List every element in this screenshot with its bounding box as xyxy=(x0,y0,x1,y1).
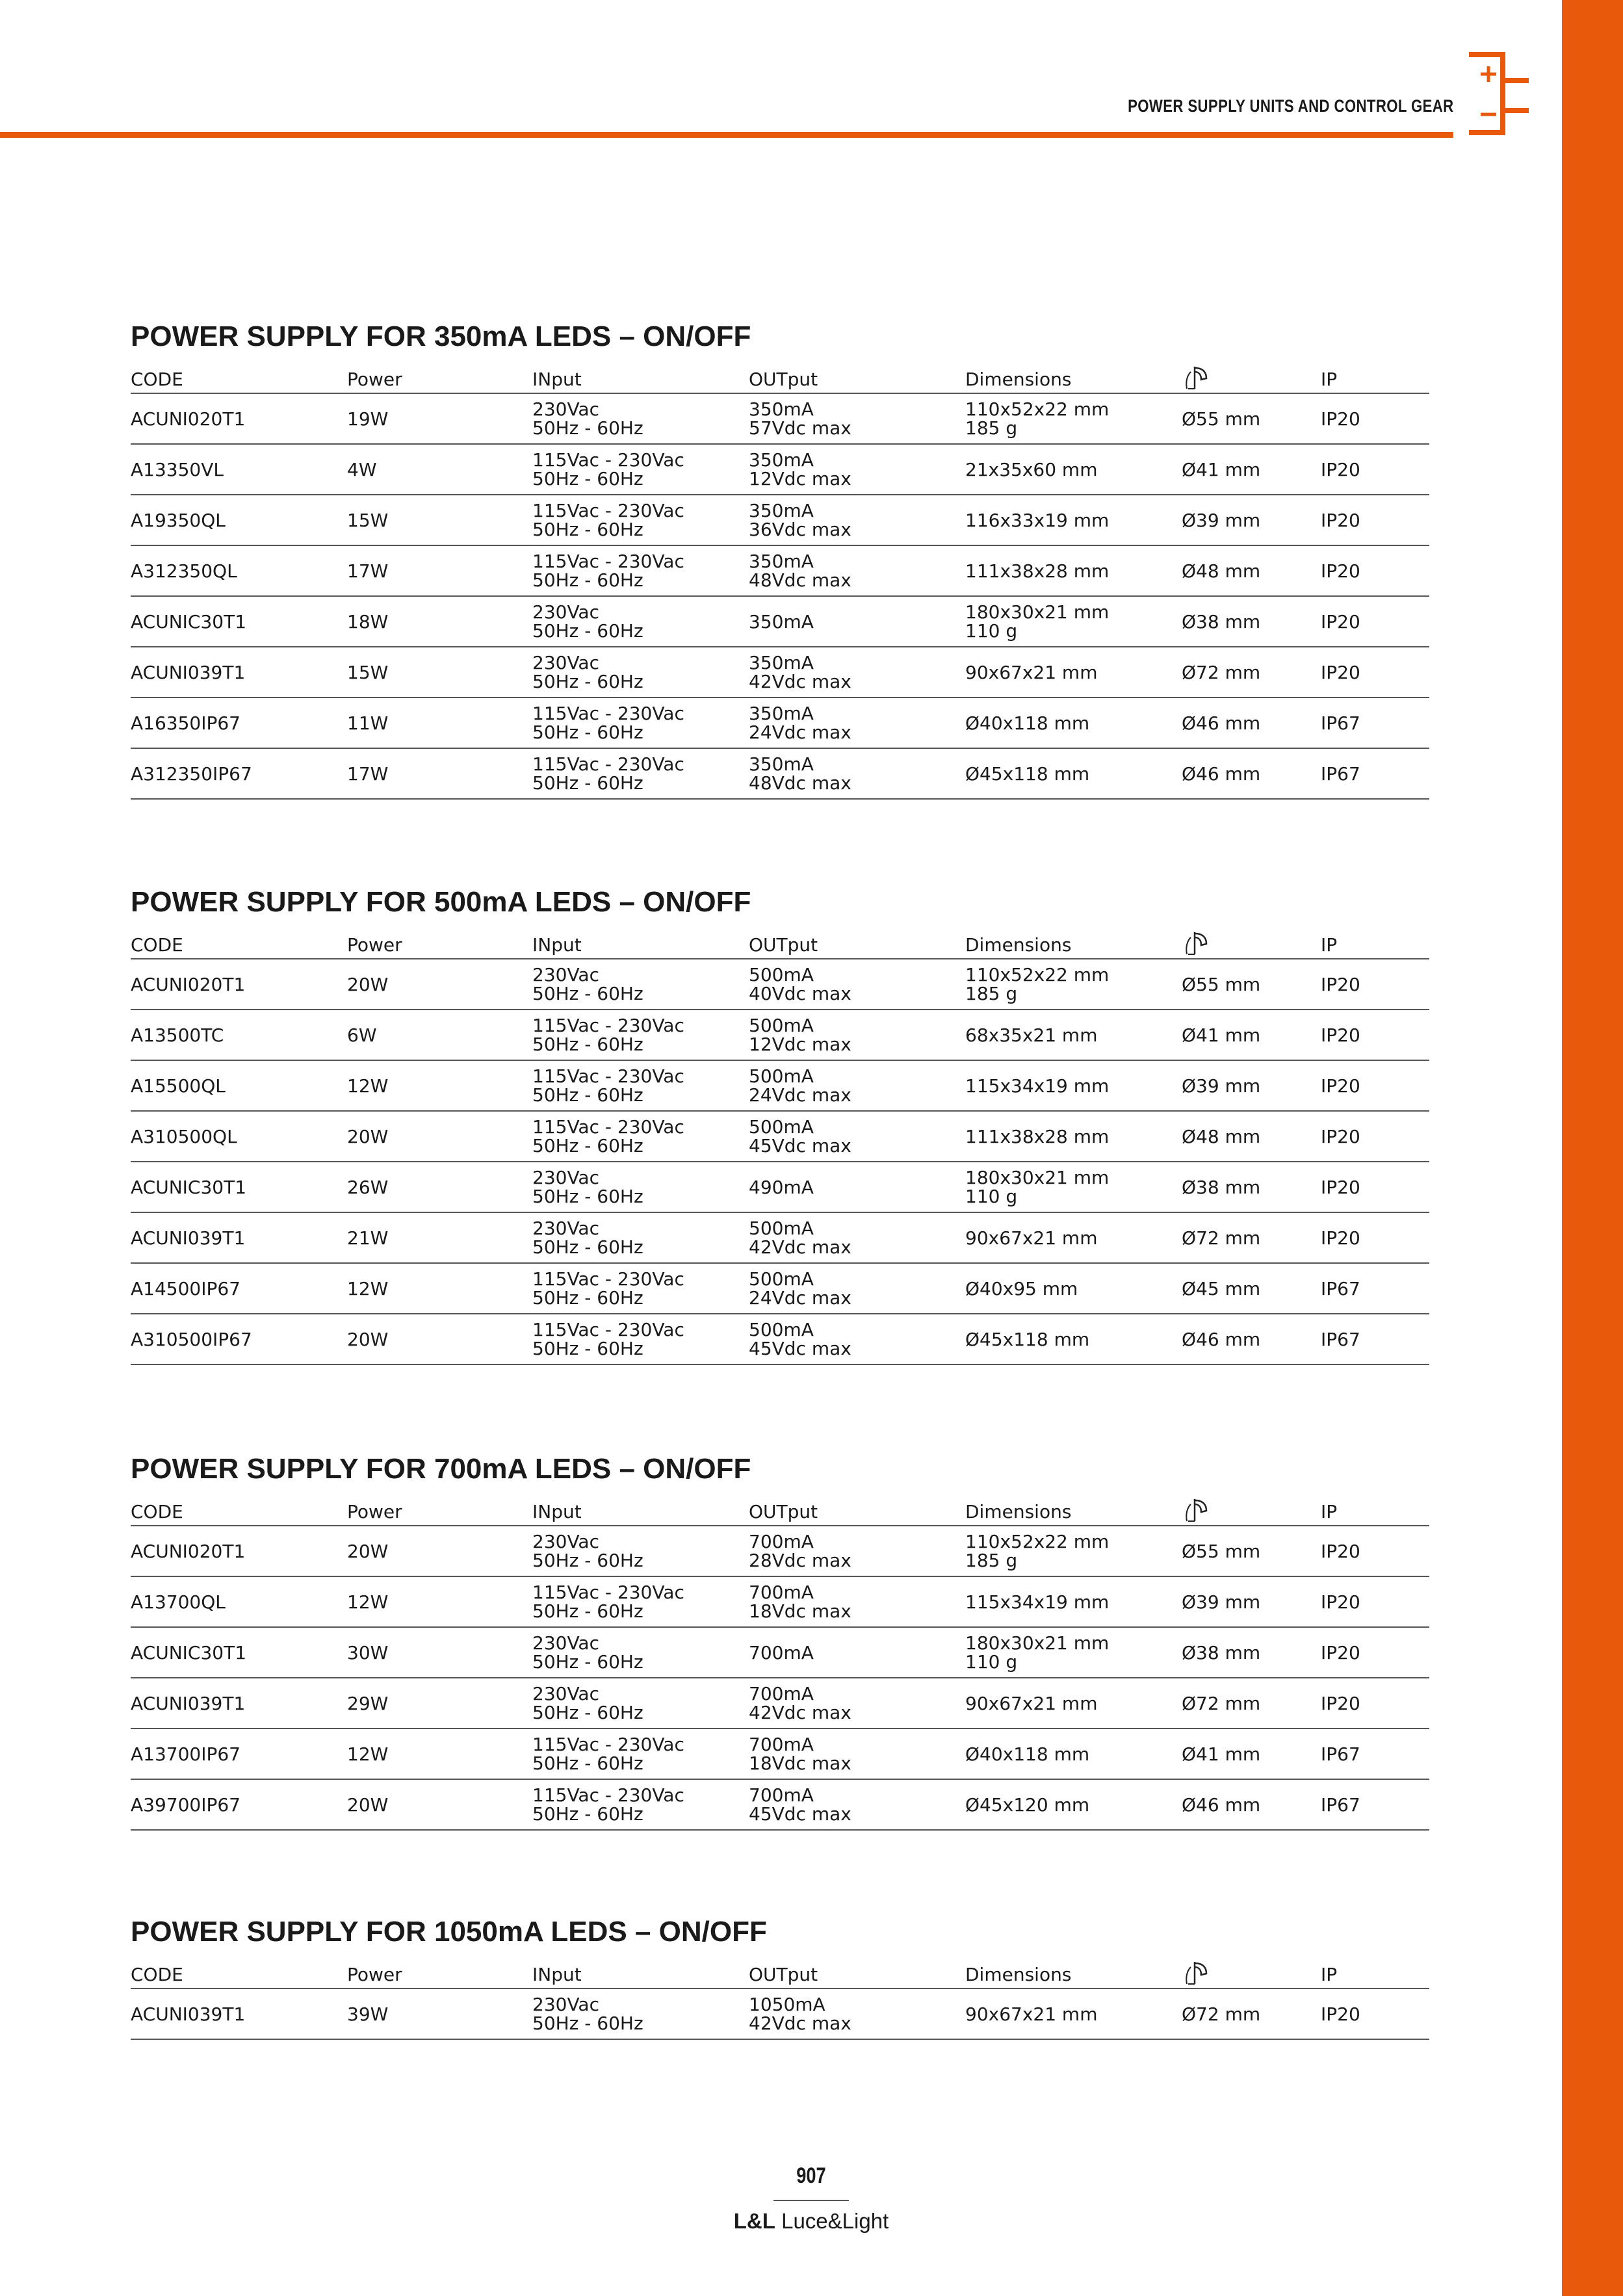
cell-dimensions: Ø40x95 mm xyxy=(965,1263,1182,1314)
table-row xyxy=(131,1526,1429,1576)
cell-output: 490mA xyxy=(749,1162,965,1212)
cell-ip: IP20 xyxy=(1321,1627,1429,1678)
cell-dimensions: 90x67x21 mm xyxy=(965,647,1182,698)
cell-power: 12W xyxy=(347,1729,532,1779)
spec-table xyxy=(131,360,1429,800)
cell-dimensions: 110x52x22 mm 185 g xyxy=(965,393,1182,444)
cell-power: 20W xyxy=(347,1779,532,1830)
cell-input: 230Vac 50Hz - 60Hz xyxy=(532,959,749,1010)
section-title: POWER SUPPLY FOR 350mA LEDS – ON/OFF xyxy=(131,320,751,352)
cell-diameter: Ø55 mm xyxy=(1182,1526,1321,1576)
cell-input: 115Vac - 230Vac 50Hz - 60Hz xyxy=(532,1111,749,1162)
cell-output: 350mA 24Vdc max xyxy=(749,698,965,748)
spec-section xyxy=(131,317,1429,800)
table-row xyxy=(131,1576,1429,1627)
table-row xyxy=(131,1314,1429,1364)
cell-ip: IP67 xyxy=(1321,1314,1429,1364)
cell-input: 115Vac - 230Vac 50Hz - 60Hz xyxy=(532,1779,749,1830)
table-row xyxy=(131,1111,1429,1162)
cell-ip: IP67 xyxy=(1321,748,1429,799)
cell-code: A310500IP67 xyxy=(131,1314,347,1364)
cell-code: A16350IP67 xyxy=(131,698,347,748)
column-header-power: Power xyxy=(347,1955,532,1989)
section-title: POWER SUPPLY FOR 500mA LEDS – ON/OFF xyxy=(131,886,751,918)
table-row xyxy=(131,647,1429,698)
table-row xyxy=(131,444,1429,495)
cell-power: 4W xyxy=(347,444,532,495)
cell-dimensions: 111x38x28 mm xyxy=(965,1111,1182,1162)
cell-diameter: Ø48 mm xyxy=(1182,545,1321,596)
cell-dimensions: 115x34x19 mm xyxy=(965,1060,1182,1111)
cell-code: ACUNI039T1 xyxy=(131,1989,347,2039)
cell-code: A15500QL xyxy=(131,1060,347,1111)
cell-diameter: Ø55 mm xyxy=(1182,959,1321,1010)
cell-ip: IP67 xyxy=(1321,1779,1429,1830)
table-row xyxy=(131,1263,1429,1314)
cell-code: ACUNI039T1 xyxy=(131,647,347,698)
cell-input: 230Vac 50Hz - 60Hz xyxy=(532,1162,749,1212)
cell-ip: IP67 xyxy=(1321,1729,1429,1779)
cell-code: ACUNIC30T1 xyxy=(131,596,347,647)
cell-dimensions: 110x52x22 mm 185 g xyxy=(965,1526,1182,1576)
cell-diameter: Ø39 mm xyxy=(1182,1576,1321,1627)
cell-output: 350mA 36Vdc max xyxy=(749,495,965,545)
cell-code: A13700QL xyxy=(131,1576,347,1627)
cell-input: 230Vac 50Hz - 60Hz xyxy=(532,596,749,647)
cell-power: 15W xyxy=(347,647,532,698)
cell-diameter: Ø72 mm xyxy=(1182,1212,1321,1263)
column-header-dimensions: Dimensions xyxy=(965,1493,1182,1526)
cell-power: 29W xyxy=(347,1678,532,1729)
cell-ip: IP20 xyxy=(1321,1576,1429,1627)
cell-input: 115Vac - 230Vac 50Hz - 60Hz xyxy=(532,545,749,596)
cell-power: 19W xyxy=(347,393,532,444)
cell-power: 6W xyxy=(347,1010,532,1060)
column-header-ip: IP xyxy=(1321,926,1429,959)
cell-dimensions: 90x67x21 mm xyxy=(965,1678,1182,1729)
cell-diameter: Ø38 mm xyxy=(1182,1627,1321,1678)
cell-code: A312350IP67 xyxy=(131,748,347,799)
cell-output: 500mA 45Vdc max xyxy=(749,1314,965,1364)
cell-code: ACUNI020T1 xyxy=(131,1526,347,1576)
column-header-input: INput xyxy=(532,1493,749,1526)
table-header-row xyxy=(131,360,1429,393)
cell-power: 12W xyxy=(347,1263,532,1314)
brand-name: Luce&Light xyxy=(781,2209,889,2233)
cell-dimensions: 110x52x22 mm 185 g xyxy=(965,959,1182,1010)
cell-output: 500mA 12Vdc max xyxy=(749,1010,965,1060)
section-title: POWER SUPPLY FOR 1050mA LEDS – ON/OFF xyxy=(131,1916,767,1948)
cell-output: 350mA 57Vdc max xyxy=(749,393,965,444)
cell-dimensions: 115x34x19 mm xyxy=(965,1576,1182,1627)
cell-code: ACUNI039T1 xyxy=(131,1212,347,1263)
cell-ip: IP20 xyxy=(1321,1010,1429,1060)
page-number-rule xyxy=(773,2200,849,2201)
cell-diameter: Ø46 mm xyxy=(1182,1314,1321,1364)
cell-input: 230Vac 50Hz - 60Hz xyxy=(532,1627,749,1678)
cell-input: 115Vac - 230Vac 50Hz - 60Hz xyxy=(532,1729,749,1779)
pole-height-icon xyxy=(1182,928,1210,956)
cell-input: 230Vac 50Hz - 60Hz xyxy=(532,1212,749,1263)
cell-ip: IP20 xyxy=(1321,1989,1429,2039)
table-row xyxy=(131,1162,1429,1212)
cell-dimensions: Ø45x120 mm xyxy=(965,1779,1182,1830)
cell-diameter: Ø72 mm xyxy=(1182,647,1321,698)
cell-output: 350mA xyxy=(749,596,965,647)
cell-ip: IP20 xyxy=(1321,1060,1429,1111)
cell-code: A13500TC xyxy=(131,1010,347,1060)
page-number: 907 xyxy=(796,2163,826,2188)
section-title: POWER SUPPLY FOR 700mA LEDS – ON/OFF xyxy=(131,1453,751,1485)
cell-dimensions: 90x67x21 mm xyxy=(965,1989,1182,2039)
spec-table xyxy=(131,926,1429,1365)
cell-diameter: Ø38 mm xyxy=(1182,596,1321,647)
cell-output: 700mA 18Vdc max xyxy=(749,1729,965,1779)
cell-output: 1050mA 42Vdc max xyxy=(749,1989,965,2039)
cell-ip: IP20 xyxy=(1321,1111,1429,1162)
column-header-input: INput xyxy=(532,360,749,393)
cell-ip: IP20 xyxy=(1321,596,1429,647)
cell-power: 20W xyxy=(347,959,532,1010)
cell-ip: IP20 xyxy=(1321,1526,1429,1576)
cell-output: 500mA 24Vdc max xyxy=(749,1060,965,1111)
table-header-row xyxy=(131,926,1429,959)
cell-ip: IP20 xyxy=(1321,1162,1429,1212)
cell-dimensions: 180x30x21 mm 110 g xyxy=(965,1162,1182,1212)
cell-diameter: Ø38 mm xyxy=(1182,1162,1321,1212)
table-row xyxy=(131,1989,1429,2039)
column-header-output: OUTput xyxy=(749,926,965,959)
cell-dimensions: 180x30x21 mm 110 g xyxy=(965,596,1182,647)
cell-ip: IP20 xyxy=(1321,495,1429,545)
cell-dimensions: Ø40x118 mm xyxy=(965,698,1182,748)
cell-code: A310500QL xyxy=(131,1111,347,1162)
column-header-ip: IP xyxy=(1321,1955,1429,1989)
cell-code: ACUNIC30T1 xyxy=(131,1627,347,1678)
cell-diameter: Ø41 mm xyxy=(1182,1010,1321,1060)
column-header-ip: IP xyxy=(1321,360,1429,393)
column-header-code: CODE xyxy=(131,1493,347,1526)
cell-input: 230Vac 50Hz - 60Hz xyxy=(532,1678,749,1729)
plus-minus-bracket-icon xyxy=(1466,52,1529,135)
spec-table xyxy=(131,1493,1429,1831)
table-row xyxy=(131,1212,1429,1263)
cell-power: 11W xyxy=(347,698,532,748)
cell-code: ACUNI039T1 xyxy=(131,1678,347,1729)
cell-dimensions: 68x35x21 mm xyxy=(965,1010,1182,1060)
cell-code: A39700IP67 xyxy=(131,1779,347,1830)
table-header-row xyxy=(131,1493,1429,1526)
cell-input: 230Vac 50Hz - 60Hz xyxy=(532,1526,749,1576)
cell-code: A13350VL xyxy=(131,444,347,495)
cell-diameter: Ø45 mm xyxy=(1182,1263,1321,1314)
cell-input: 115Vac - 230Vac 50Hz - 60Hz xyxy=(532,1314,749,1364)
cell-dimensions: Ø45x118 mm xyxy=(965,1314,1182,1364)
column-header-dimensions: Dimensions xyxy=(965,926,1182,959)
column-header-pole-icon xyxy=(1182,926,1321,959)
cell-power: 20W xyxy=(347,1111,532,1162)
cell-diameter: Ø39 mm xyxy=(1182,1060,1321,1111)
table-row xyxy=(131,495,1429,545)
table-row xyxy=(131,698,1429,748)
cell-power: 26W xyxy=(347,1162,532,1212)
cell-diameter: Ø46 mm xyxy=(1182,1779,1321,1830)
cell-power: 18W xyxy=(347,596,532,647)
cell-input: 115Vac - 230Vac 50Hz - 60Hz xyxy=(532,748,749,799)
cell-dimensions: 111x38x28 mm xyxy=(965,545,1182,596)
column-header-pole-icon xyxy=(1182,360,1321,393)
cell-dimensions: 180x30x21 mm 110 g xyxy=(965,1627,1182,1678)
cell-ip: IP20 xyxy=(1321,1212,1429,1263)
cell-ip: IP20 xyxy=(1321,959,1429,1010)
pole-height-icon xyxy=(1182,1958,1210,1985)
table-row xyxy=(131,1779,1429,1830)
column-header-code: CODE xyxy=(131,1955,347,1989)
cell-dimensions: 90x67x21 mm xyxy=(965,1212,1182,1263)
column-header-output: OUTput xyxy=(749,360,965,393)
pole-height-icon xyxy=(1182,363,1210,390)
cell-power: 17W xyxy=(347,748,532,799)
cell-power: 17W xyxy=(347,545,532,596)
cell-code: ACUNI020T1 xyxy=(131,393,347,444)
cell-dimensions: Ø40x118 mm xyxy=(965,1729,1182,1779)
cell-input: 115Vac - 230Vac 50Hz - 60Hz xyxy=(532,444,749,495)
cell-ip: IP67 xyxy=(1321,698,1429,748)
column-header-output: OUTput xyxy=(749,1493,965,1526)
table-row xyxy=(131,1627,1429,1678)
cell-output: 700mA 45Vdc max xyxy=(749,1779,965,1830)
cell-dimensions: Ø45x118 mm xyxy=(965,748,1182,799)
cell-power: 20W xyxy=(347,1526,532,1576)
cell-input: 115Vac - 230Vac 50Hz - 60Hz xyxy=(532,698,749,748)
cell-output: 500mA 40Vdc max xyxy=(749,959,965,1010)
cell-output: 350mA 48Vdc max xyxy=(749,748,965,799)
accent-side-bar xyxy=(1562,0,1623,2296)
table-row xyxy=(131,1729,1429,1779)
column-header-power: Power xyxy=(347,926,532,959)
cell-ip: IP20 xyxy=(1321,545,1429,596)
cell-input: 230Vac 50Hz - 60Hz xyxy=(532,647,749,698)
cell-code: A312350QL xyxy=(131,545,347,596)
table-row xyxy=(131,545,1429,596)
cell-output: 350mA 42Vdc max xyxy=(749,647,965,698)
table-row xyxy=(131,959,1429,1010)
cell-diameter: Ø41 mm xyxy=(1182,1729,1321,1779)
cell-input: 230Vac 50Hz - 60Hz xyxy=(532,1989,749,2039)
cell-code: ACUNIC30T1 xyxy=(131,1162,347,1212)
cell-input: 115Vac - 230Vac 50Hz - 60Hz xyxy=(532,1263,749,1314)
cell-code: A19350QL xyxy=(131,495,347,545)
cell-power: 39W xyxy=(347,1989,532,2039)
cell-power: 20W xyxy=(347,1314,532,1364)
column-header-code: CODE xyxy=(131,360,347,393)
cell-ip: IP20 xyxy=(1321,647,1429,698)
cell-diameter: Ø72 mm xyxy=(1182,1678,1321,1729)
spec-section xyxy=(131,1912,1429,2040)
cell-input: 230Vac 50Hz - 60Hz xyxy=(532,393,749,444)
cell-input: 115Vac - 230Vac 50Hz - 60Hz xyxy=(532,495,749,545)
cell-ip: IP20 xyxy=(1321,1678,1429,1729)
column-header-pole-icon xyxy=(1182,1955,1321,1989)
cell-diameter: Ø39 mm xyxy=(1182,495,1321,545)
column-header-input: INput xyxy=(532,926,749,959)
brand-bold: L&L xyxy=(733,2209,775,2233)
cell-ip: IP20 xyxy=(1321,393,1429,444)
cell-dimensions: 116x33x19 mm xyxy=(965,495,1182,545)
cell-input: 115Vac - 230Vac 50Hz - 60Hz xyxy=(532,1010,749,1060)
cell-power: 15W xyxy=(347,495,532,545)
cell-input: 115Vac - 230Vac 50Hz - 60Hz xyxy=(532,1060,749,1111)
table-row xyxy=(131,596,1429,647)
table-row xyxy=(131,393,1429,444)
cell-output: 700mA 42Vdc max xyxy=(749,1678,965,1729)
header-title: POWER SUPPLY UNITS AND CONTROL GEAR xyxy=(1128,96,1454,116)
spec-section xyxy=(131,883,1429,1365)
brand-logo xyxy=(681,2209,941,2234)
cell-diameter: Ø46 mm xyxy=(1182,748,1321,799)
cell-diameter: Ø55 mm xyxy=(1182,393,1321,444)
column-header-pole-icon xyxy=(1182,1493,1321,1526)
column-header-ip: IP xyxy=(1321,1493,1429,1526)
header-rule xyxy=(0,132,1453,138)
cell-code: A14500IP67 xyxy=(131,1263,347,1314)
cell-input: 115Vac - 230Vac 50Hz - 60Hz xyxy=(532,1576,749,1627)
column-header-power: Power xyxy=(347,360,532,393)
cell-dimensions: 21x35x60 mm xyxy=(965,444,1182,495)
cell-diameter: Ø41 mm xyxy=(1182,444,1321,495)
column-header-input: INput xyxy=(532,1955,749,1989)
cell-power: 30W xyxy=(347,1627,532,1678)
cell-power: 12W xyxy=(347,1060,532,1111)
table-row xyxy=(131,1010,1429,1060)
column-header-power: Power xyxy=(347,1493,532,1526)
cell-code: A13700IP67 xyxy=(131,1729,347,1779)
cell-diameter: Ø46 mm xyxy=(1182,698,1321,748)
cell-diameter: Ø72 mm xyxy=(1182,1989,1321,2039)
table-row xyxy=(131,1060,1429,1111)
column-header-output: OUTput xyxy=(749,1955,965,1989)
table-row xyxy=(131,748,1429,799)
cell-output: 700mA xyxy=(749,1627,965,1678)
cell-output: 500mA 24Vdc max xyxy=(749,1263,965,1314)
cell-code: ACUNI020T1 xyxy=(131,959,347,1010)
cell-output: 350mA 12Vdc max xyxy=(749,444,965,495)
cell-output: 500mA 42Vdc max xyxy=(749,1212,965,1263)
spec-section xyxy=(131,1450,1429,1831)
cell-output: 700mA 18Vdc max xyxy=(749,1576,965,1627)
cell-ip: IP67 xyxy=(1321,1263,1429,1314)
cell-power: 21W xyxy=(347,1212,532,1263)
cell-power: 12W xyxy=(347,1576,532,1627)
cell-output: 500mA 45Vdc max xyxy=(749,1111,965,1162)
cell-output: 350mA 48Vdc max xyxy=(749,545,965,596)
table-header-row xyxy=(131,1955,1429,1989)
column-header-code: CODE xyxy=(131,926,347,959)
column-header-dimensions: Dimensions xyxy=(965,360,1182,393)
column-header-dimensions: Dimensions xyxy=(965,1955,1182,1989)
cell-output: 700mA 28Vdc max xyxy=(749,1526,965,1576)
cell-ip: IP20 xyxy=(1321,444,1429,495)
table-row xyxy=(131,1678,1429,1729)
cell-diameter: Ø48 mm xyxy=(1182,1111,1321,1162)
pole-height-icon xyxy=(1182,1495,1210,1522)
spec-table xyxy=(131,1955,1429,2040)
